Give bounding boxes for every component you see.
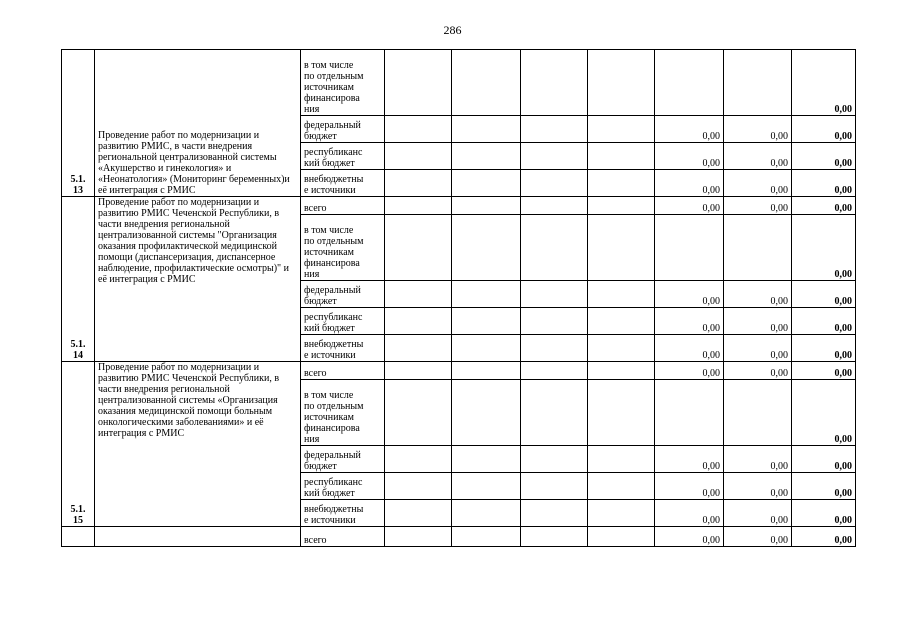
funding-source: федеральный бюджет (301, 281, 385, 308)
empty-cell (588, 116, 655, 143)
value-cell: 0,00 (655, 362, 724, 380)
empty-cell (385, 500, 452, 527)
empty-cell (385, 116, 452, 143)
empty-cell (588, 215, 655, 281)
empty-cell (452, 116, 521, 143)
value-total-cell: 0,00 (792, 335, 856, 362)
value-total-cell: 0,00 (792, 215, 856, 281)
funding-source: республиканс кий бюджет (301, 143, 385, 170)
empty-cell (385, 380, 452, 446)
value-total-cell: 0,00 (792, 116, 856, 143)
empty-cell (452, 473, 521, 500)
empty-cell (521, 362, 588, 380)
empty-cell (521, 335, 588, 362)
empty-cell (385, 197, 452, 215)
item-description: Проведение работ по модернизации и развитию РМИС Чеченской Республики, в части внедрения региональной централизованной системы "Организация оказания профилактической медицинской помощи (диспансеризация, диспансерное наблюдение, профилактические осмотры)" и её интеграция с РМИС (95, 197, 301, 362)
value-cell (655, 215, 724, 281)
funding-source: федеральный бюджет (301, 116, 385, 143)
empty-cell (521, 116, 588, 143)
table-row (62, 362, 856, 380)
value-cell: 0,00 (724, 335, 792, 362)
item-number: 5.1. 13 (62, 50, 95, 197)
empty-cell (588, 281, 655, 308)
empty-cell (588, 362, 655, 380)
empty-cell (385, 473, 452, 500)
empty-cell (588, 527, 655, 547)
value-cell (724, 50, 792, 116)
funding-source: внебюджетны е источники (301, 335, 385, 362)
empty-cell (385, 446, 452, 473)
value-cell: 0,00 (724, 197, 792, 215)
value-cell: 0,00 (655, 308, 724, 335)
empty-cell (588, 308, 655, 335)
empty-cell (521, 215, 588, 281)
empty-cell (385, 170, 452, 197)
funding-source: республиканс кий бюджет (301, 473, 385, 500)
empty-cell (521, 527, 588, 547)
funding-source: в том числе по отдельным источникам финансирова ния (301, 215, 385, 281)
empty-cell (588, 197, 655, 215)
value-cell: 0,00 (655, 281, 724, 308)
value-total-cell: 0,00 (792, 50, 856, 116)
value-total-cell: 0,00 (792, 446, 856, 473)
table-row-total (62, 527, 856, 547)
empty-cell (385, 527, 452, 547)
table-row (62, 197, 856, 215)
value-cell: 0,00 (655, 143, 724, 170)
funding-source: федеральный бюджет (301, 446, 385, 473)
empty-cell (521, 281, 588, 308)
empty-cell (452, 50, 521, 116)
value-cell: 0,00 (724, 143, 792, 170)
funding-source: всего (301, 527, 385, 547)
value-cell (655, 50, 724, 116)
funding-source: всего (301, 197, 385, 215)
empty-cell (588, 335, 655, 362)
item-number: 5.1. 14 (62, 197, 95, 362)
empty-cell (521, 197, 588, 215)
empty-cell (452, 362, 521, 380)
item-number: 5.1. 15 (62, 362, 95, 527)
empty-cell (452, 500, 521, 527)
value-cell: 0,00 (724, 281, 792, 308)
empty-cell (521, 143, 588, 170)
budget-table (61, 49, 856, 547)
value-cell (724, 380, 792, 446)
empty-cell (385, 143, 452, 170)
funding-source: внебюджетны е источники (301, 170, 385, 197)
empty-cell (588, 50, 655, 116)
funding-source: в том числе по отдельным источникам финансирова ния (301, 380, 385, 446)
empty-number-cell (62, 527, 95, 547)
empty-cell (385, 281, 452, 308)
value-total-cell: 0,00 (792, 473, 856, 500)
value-cell: 0,00 (724, 473, 792, 500)
value-total-cell: 0,00 (792, 197, 856, 215)
value-total-cell: 0,00 (792, 500, 856, 527)
empty-cell (588, 170, 655, 197)
value-total-cell: 0,00 (792, 362, 856, 380)
value-cell: 0,00 (724, 362, 792, 380)
value-cell: 0,00 (724, 170, 792, 197)
funding-source: республиканс кий бюджет (301, 308, 385, 335)
value-cell: 0,00 (724, 500, 792, 527)
empty-cell (452, 335, 521, 362)
value-cell: 0,00 (655, 170, 724, 197)
empty-cell (588, 473, 655, 500)
empty-cell (588, 500, 655, 527)
value-total-cell: 0,00 (792, 527, 856, 547)
value-total-cell: 0,00 (792, 308, 856, 335)
value-cell: 0,00 (655, 500, 724, 527)
empty-description-cell (95, 527, 301, 547)
empty-cell (452, 281, 521, 308)
empty-cell (588, 446, 655, 473)
value-cell: 0,00 (655, 446, 724, 473)
value-cell: 0,00 (655, 335, 724, 362)
value-total-cell: 0,00 (792, 281, 856, 308)
funding-source: всего (301, 362, 385, 380)
page-number: 286 (443, 23, 462, 37)
funding-source: в том числе по отдельным источникам финансирова ния (301, 50, 385, 116)
empty-cell (452, 197, 521, 215)
value-cell (655, 380, 724, 446)
empty-cell (452, 380, 521, 446)
empty-cell (452, 308, 521, 335)
value-cell (724, 215, 792, 281)
empty-cell (521, 50, 588, 116)
empty-cell (521, 380, 588, 446)
empty-cell (452, 446, 521, 473)
value-total-cell: 0,00 (792, 380, 856, 446)
value-total-cell: 0,00 (792, 143, 856, 170)
value-cell: 0,00 (724, 446, 792, 473)
empty-cell (452, 527, 521, 547)
table-row (62, 50, 856, 116)
value-total-cell: 0,00 (792, 170, 856, 197)
funding-source: внебюджетны е источники (301, 500, 385, 527)
value-cell: 0,00 (655, 473, 724, 500)
empty-cell (521, 473, 588, 500)
empty-cell (452, 215, 521, 281)
empty-cell (521, 446, 588, 473)
empty-cell (385, 362, 452, 380)
empty-cell (452, 170, 521, 197)
empty-cell (385, 335, 452, 362)
value-cell: 0,00 (724, 116, 792, 143)
empty-cell (521, 500, 588, 527)
item-description: Проведение работ по модернизации и развитию РМИС, в части внедрения региональной централизованной системы «Акушерство и гинекология» и «Неонатология» (Мониторинг беременных)и её интеграция с РМИС (95, 50, 301, 197)
empty-cell (385, 215, 452, 281)
value-cell: 0,00 (655, 197, 724, 215)
item-description: Проведение работ по модернизации и развитию РМИС Чеченской Республики, в части внедрения региональной централизованной системы «Организация оказания медицинской помощи больным онкологическими заболеваниями» и её интеграция с РМИС (95, 362, 301, 527)
empty-cell (521, 170, 588, 197)
value-cell: 0,00 (724, 527, 792, 547)
value-cell: 0,00 (655, 116, 724, 143)
empty-cell (385, 50, 452, 116)
empty-cell (452, 143, 521, 170)
value-cell: 0,00 (724, 308, 792, 335)
empty-cell (385, 308, 452, 335)
empty-cell (588, 143, 655, 170)
empty-cell (588, 380, 655, 446)
empty-cell (521, 308, 588, 335)
value-cell: 0,00 (655, 527, 724, 547)
